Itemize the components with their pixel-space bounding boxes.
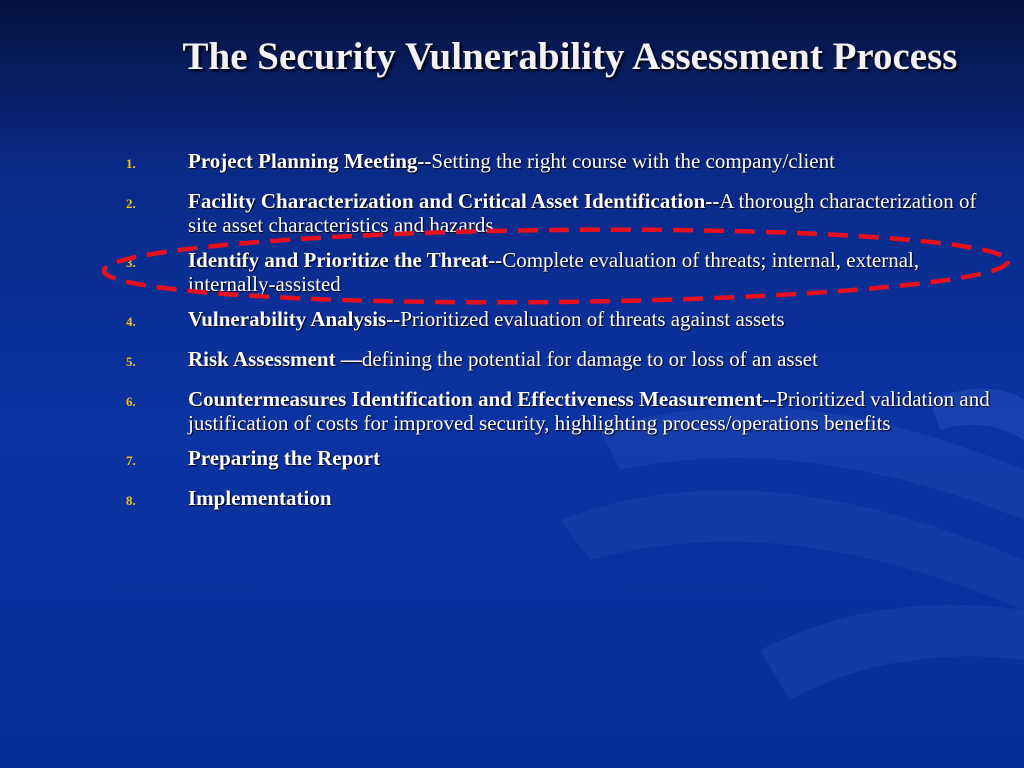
step-heading: Identify and Prioritize the Threat-- bbox=[188, 248, 503, 272]
step-heading: Risk Assessment — bbox=[188, 347, 362, 371]
step-text bbox=[188, 248, 1006, 296]
step-heading: Preparing the Report bbox=[188, 446, 381, 470]
step-heading: Project Planning Meeting-- bbox=[188, 149, 432, 173]
step-text bbox=[188, 149, 1006, 178]
list-item bbox=[126, 486, 1006, 515]
list-item bbox=[126, 307, 1006, 336]
step-description: Setting the right course with the company/client bbox=[431, 149, 835, 173]
step-number: 5. bbox=[126, 354, 136, 369]
step-text bbox=[188, 307, 1006, 336]
process-step-list bbox=[126, 149, 1006, 526]
list-item bbox=[126, 149, 1006, 178]
step-heading: Facility Characterization and Critical Asset Identification-- bbox=[188, 189, 720, 213]
step-text bbox=[188, 189, 1006, 237]
step-number: 1. bbox=[126, 156, 136, 171]
list-item bbox=[126, 347, 1006, 376]
step-text bbox=[188, 387, 1006, 435]
step-number: 4. bbox=[126, 314, 136, 329]
slide-title: The Security Vulnerability Assessment Process bbox=[182, 35, 958, 78]
step-number: 7. bbox=[126, 453, 136, 468]
step-description: Prioritized validation and justification of costs for improved security, highlighting process/operations benefits bbox=[188, 387, 990, 435]
step-text bbox=[188, 446, 1006, 475]
step-number: 6. bbox=[126, 394, 136, 409]
step-text bbox=[188, 347, 1006, 376]
step-heading: Vulnerability Analysis-- bbox=[188, 307, 401, 331]
step-description: A thorough characterization of site asset characteristics and hazards bbox=[188, 189, 977, 237]
step-number: 2. bbox=[126, 196, 136, 211]
list-item bbox=[126, 189, 1006, 237]
step-heading: Countermeasures Identification and Effectiveness Measurement-- bbox=[188, 387, 777, 411]
step-number: 8. bbox=[126, 493, 136, 508]
step-description: defining the potential for damage to or loss of an asset bbox=[361, 347, 818, 371]
step-number: 3. bbox=[126, 255, 136, 270]
list-item bbox=[126, 387, 1006, 435]
step-description: Complete evaluation of threats; internal, external, internally-assisted bbox=[188, 248, 920, 296]
step-description: Prioritized evaluation of threats against assets bbox=[400, 307, 785, 331]
list-item bbox=[126, 248, 1006, 296]
list-item bbox=[126, 446, 1006, 475]
step-heading: Implementation bbox=[188, 486, 332, 510]
step-text bbox=[188, 486, 1006, 515]
